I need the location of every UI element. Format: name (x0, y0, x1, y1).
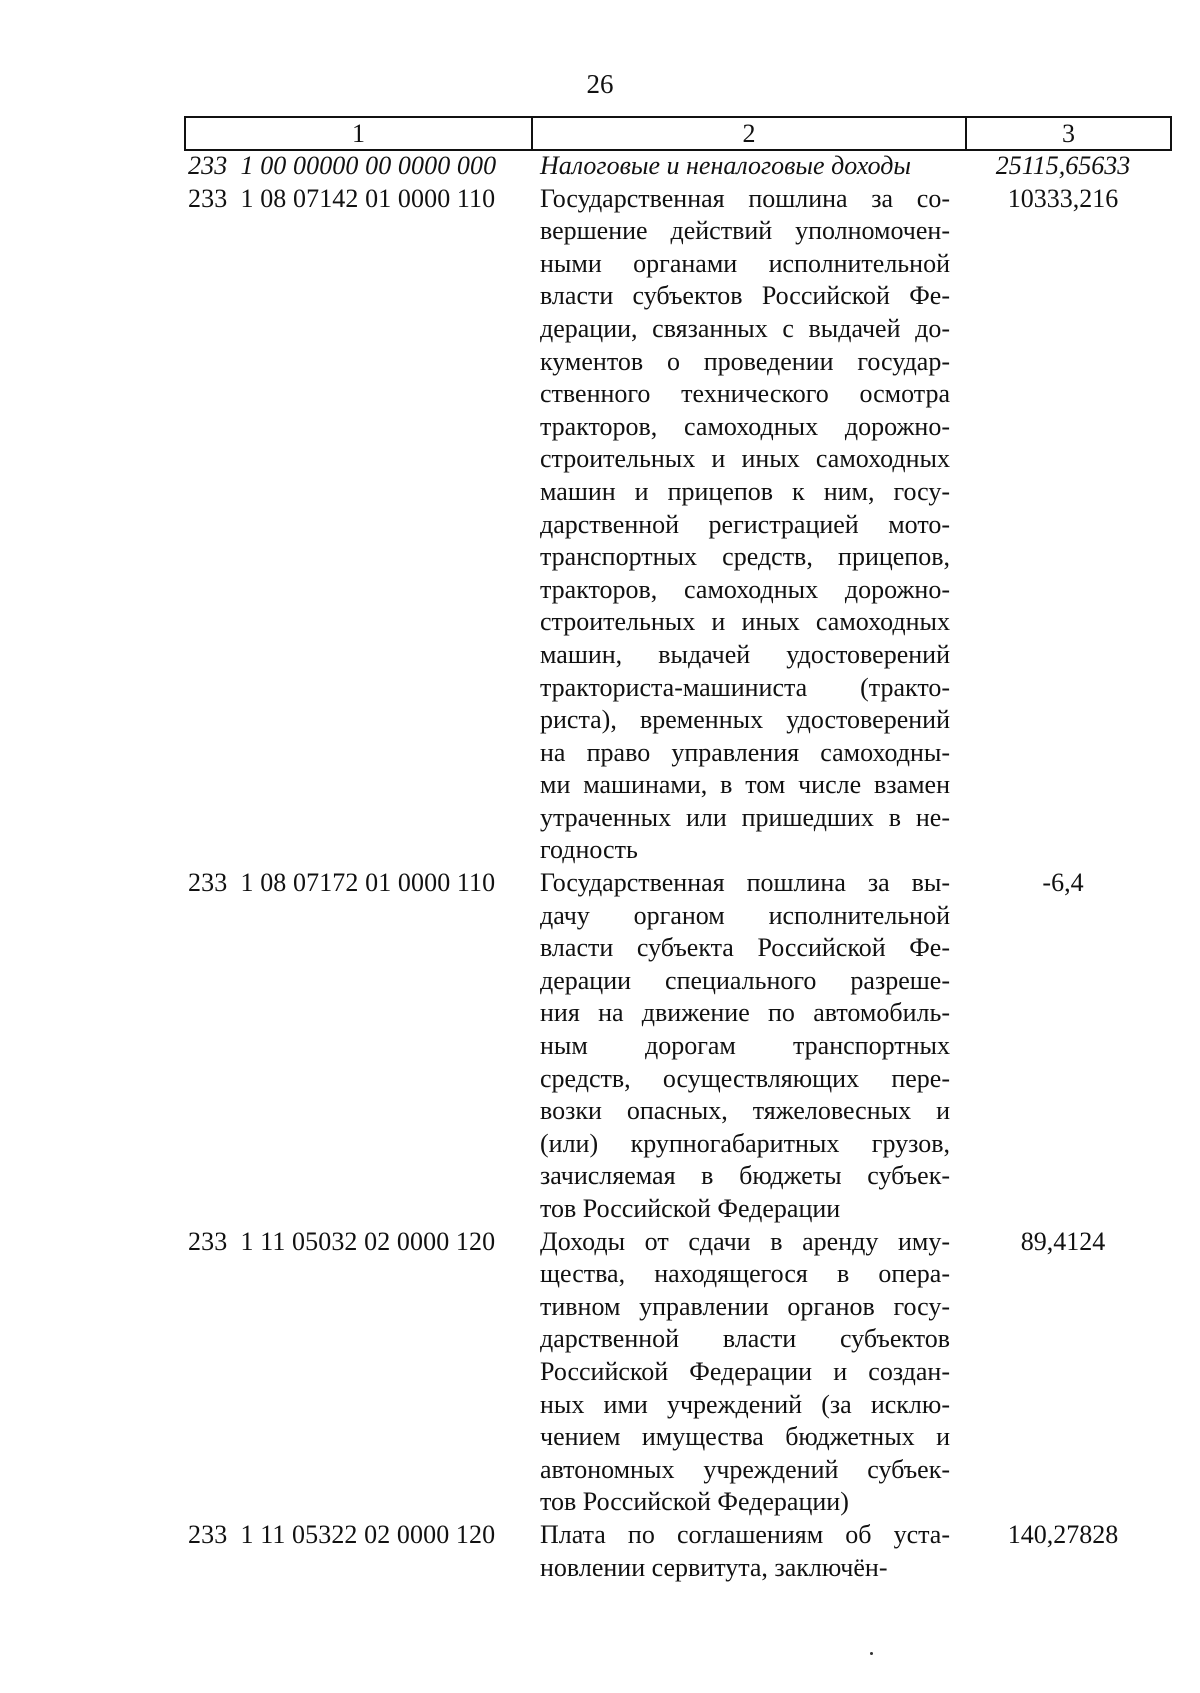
row-name (540, 867, 950, 1226)
row-name (540, 1226, 950, 1519)
row-name-line: кументов о проведении государ- (540, 346, 950, 376)
row-name-line: ными органами исполнительной (540, 248, 950, 278)
table-header (184, 116, 1172, 151)
row-name-line: ми машинами, в том числе взамен (540, 770, 950, 800)
row-name-line: власти субъектов Российской Фе- (540, 281, 950, 311)
row-name-line: строительных и иных самоходных (540, 607, 950, 637)
row-name-line: тов Российской Федерации (540, 1194, 841, 1223)
row-name-line: тракторов, самоходных дорожно- (540, 574, 950, 604)
header-col-3: 3 (1062, 119, 1075, 148)
row-name-line: Доходы от сдачи в аренду иму- (540, 1226, 950, 1256)
row-name-line: Российской Федерации и создан- (540, 1356, 950, 1386)
row-value: 89,4124 (1020, 1226, 1106, 1256)
row-name-line: возки опасных, тяжеловесных и (540, 1096, 950, 1126)
row-name-line: машин, выдачей удостоверений (540, 639, 950, 669)
row-name (540, 1519, 950, 1584)
row-value: 140,27828 (1007, 1519, 1119, 1549)
row-name-line: строительных и иных самоходных (540, 444, 950, 474)
row-name-line: ных ими учреждений (за исклю- (540, 1389, 950, 1419)
header-col-2: 2 (533, 118, 967, 149)
row-name-line: дачу органом исполнительной (540, 900, 950, 930)
table-row (188, 867, 1168, 1226)
row-name-line: тракториста-машиниста (тракто- (540, 672, 950, 702)
row-name-line: транспортных средств, прицепов, (540, 542, 950, 572)
row-name-line: тивном управлении органов госу- (540, 1291, 950, 1321)
table-row (188, 183, 1168, 867)
row-name-line: чением имущества бюджетных и (540, 1422, 950, 1452)
row-name-line: дарственной регистрацией мото- (540, 509, 950, 539)
row-name-line: годность (540, 835, 638, 865)
row-name-line: (или) крупногабаритных грузов, (540, 1128, 950, 1158)
row-name-line: зачисляемая в бюджеты субъек- (540, 1161, 950, 1191)
row-name-line: Налоговые и неналоговые доходы (540, 151, 912, 180)
row-code: 233 1 08 07142 01 0000 110 (188, 183, 496, 213)
row-name-line: тракторов, самоходных дорожно- (540, 411, 950, 441)
table-body (188, 150, 1168, 1584)
row-name-line: ния на движение по автомобиль- (540, 998, 950, 1028)
row-name-line: ственного технического осмотра (540, 379, 950, 409)
row-code: 233 1 08 07172 01 0000 110 (188, 868, 496, 898)
row-name-line: Государственная пошлина за со- (540, 183, 950, 213)
table-row (188, 1519, 1168, 1584)
row-name-line: дерации специального разреше- (540, 965, 950, 995)
stray-dot (870, 1652, 873, 1655)
row-name-line: дерации, связанных с выдачей до- (540, 313, 950, 343)
row-name-line: на право управления самоходны- (540, 737, 950, 767)
row-name-line: риста), временных удостоверений (540, 705, 950, 735)
row-code: 233 1 11 05322 02 0000 120 (188, 1519, 496, 1549)
row-name-line: Государственная пошлина за вы- (540, 868, 950, 898)
table-row (188, 1226, 1168, 1519)
row-name-line: дарственной власти субъектов (540, 1324, 950, 1354)
row-name-line: новлении сервитута, заключён- (540, 1552, 888, 1582)
row-name-line: власти субъекта Российской Фе- (540, 933, 950, 963)
row-name-line: щества, находящегося в опера- (540, 1259, 950, 1289)
row-name-line: вершение действий уполномочен- (540, 216, 950, 246)
row-name-line: автономных учреждений субъек- (540, 1454, 950, 1484)
row-name-line: утраченных или пришедших в не- (540, 802, 950, 832)
table-row (188, 150, 1168, 183)
row-code: 233 1 00 00000 00 0000 000 (188, 151, 497, 180)
row-name (540, 150, 950, 183)
row-code: 233 1 11 05032 02 0000 120 (188, 1226, 496, 1256)
row-value: -6,4 (1042, 868, 1084, 898)
page-number: 26 (586, 69, 614, 99)
row-value: 25115,65633 (995, 151, 1131, 180)
row-name-line: средств, осуществляющих пере- (540, 1063, 950, 1093)
row-value: 10333,216 (1007, 183, 1119, 213)
row-name-line: тов Российской Федерации) (540, 1487, 849, 1517)
header-col-1: 1 (186, 118, 533, 149)
row-name-line: машин и прицепов к ним, госу- (540, 476, 950, 506)
row-name-line: ным дорогам транспортных (540, 1031, 950, 1061)
row-name-line: Плата по соглашениям об уста- (540, 1519, 950, 1549)
row-name (540, 183, 950, 867)
